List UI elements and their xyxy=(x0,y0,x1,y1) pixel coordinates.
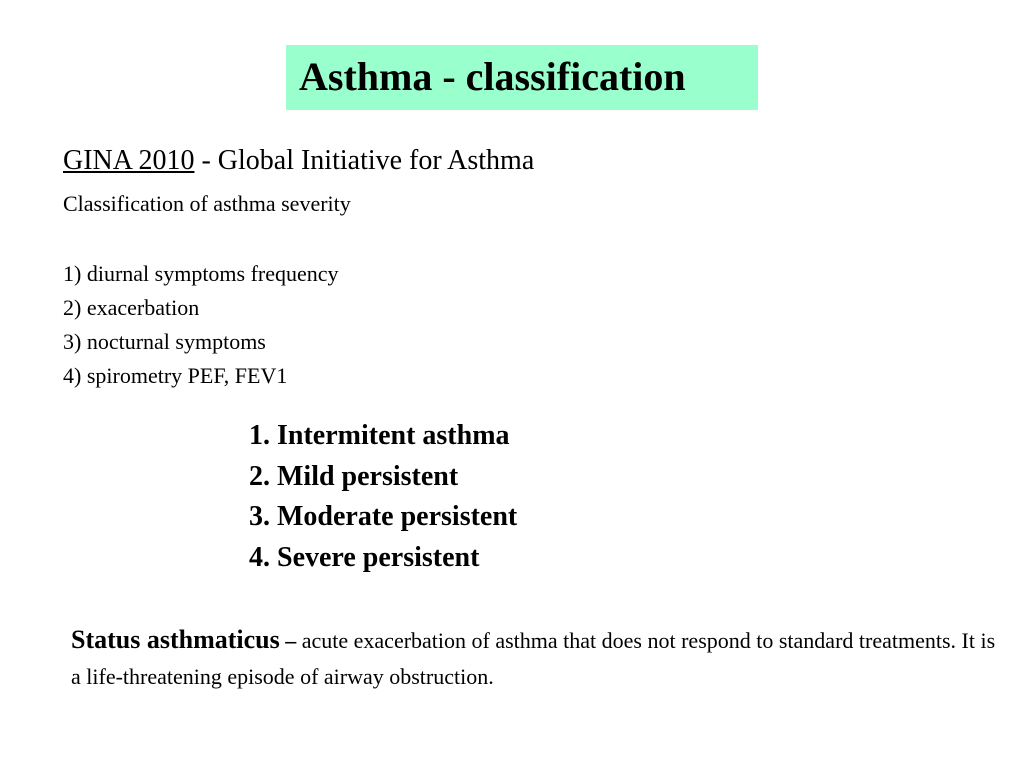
criteria-list xyxy=(63,257,339,393)
status-dash: – xyxy=(279,628,302,653)
title-box xyxy=(286,45,758,110)
severity-classes-list xyxy=(249,416,517,578)
severity-class-item: 2. Mild persistent xyxy=(249,460,459,492)
severity-class-item: 4. Severe persistent xyxy=(249,541,480,573)
criteria-item: 4) spirometry PEF, FEV1 xyxy=(63,363,288,388)
severity-class-item: 1. Intermitent asthma xyxy=(249,420,510,451)
criteria-item: 2) exacerbation xyxy=(63,295,200,320)
gina-line xyxy=(63,143,534,179)
criteria-item: 3) nocturnal symptoms xyxy=(63,329,266,354)
gina-name: GINA 2010 xyxy=(63,145,195,176)
status-term: Status asthmaticus xyxy=(71,625,280,654)
severity-class-item: 3. Moderate persistent xyxy=(249,501,518,532)
slide-title: Asthma - classification xyxy=(299,54,686,99)
status-asthmaticus-paragraph xyxy=(71,622,1001,695)
criteria-item: 1) diurnal symptoms frequency xyxy=(63,261,339,286)
severity-heading: Classification of asthma severity xyxy=(63,191,351,216)
status-definition: acute exacerbation of asthma that does not respond to standard treatments. It is a life-threatening episode of airway obstruction. xyxy=(71,628,996,689)
gina-description: - Global Initiative for Asthma xyxy=(194,145,535,176)
